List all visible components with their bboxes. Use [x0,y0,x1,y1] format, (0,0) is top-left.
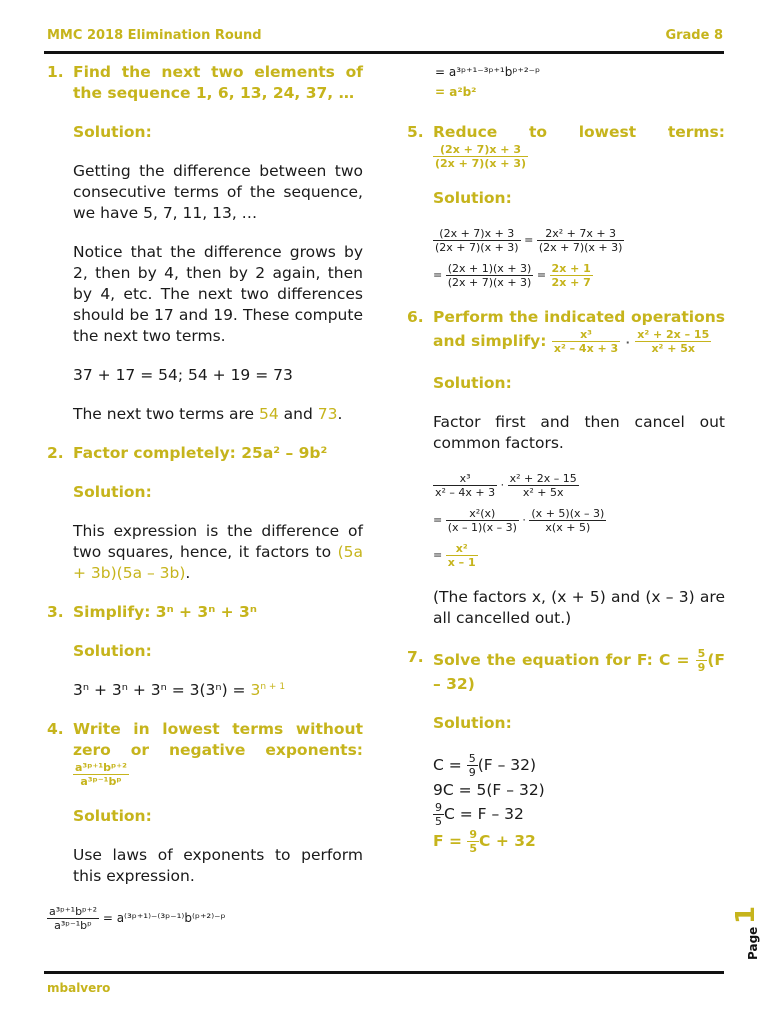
fraction-numerator: (x + 5)(x – 3) [531,507,605,520]
fraction-denominator: a³ᵖ⁻¹bᵖ [54,919,92,932]
step-fraction [508,472,579,499]
fraction-numerator: x²(x) [446,507,519,521]
question-number: 2. [47,444,64,462]
paragraph: Notice that the difference grows by 2, then by 4, then by 2 again, then by 4, etc. The next two differences should be 17 and 19. These compute the next two terms. [73,243,363,345]
fraction-numerator: x³ [433,472,497,486]
fraction-denominator: 5 [469,842,478,855]
fraction-denominator: (2x + 7)(x + 3) [435,241,519,254]
step-fraction [537,227,625,254]
step-fraction [433,472,497,499]
fraction-denominator: 2x + 7 [551,276,591,289]
solution-label: Solution: [433,374,512,392]
question-fraction [433,143,528,170]
product-line-2: = $\frac{\text{x²(x)}}{(x - 1)(x - 3)}$ · $\frac{(x + 5)(x - 3)}{x(x + 5)}$ [433,507,605,534]
product-answer: = $\frac{\text{x²}}{x - 1}$ [433,542,476,569]
question-number: 3. [47,603,64,621]
paragraph-text: . [185,564,191,582]
solution-label: Solution: [73,807,152,825]
fraction-numerator: (2x + 7)x + 3 [433,143,528,157]
question-label: Reduce to lowest terms: [433,123,725,141]
step-fraction [446,262,534,289]
fraction-denominator: 5 [435,815,442,828]
question-number: 5. [407,123,424,141]
question-fraction [73,761,129,788]
fraction-denominator: (2x + 7)(x + 3) [447,276,532,289]
question-text: Find the next two elements of the sequence 1, 6, 13, 24, 37, … [73,63,363,102]
fraction-denominator: x – 1 [447,556,476,569]
fraction-denominator: x² – 4x + 3 [553,342,619,355]
question-text [433,122,725,170]
page-label: Page [746,926,760,960]
answer-value: 73 [317,405,338,423]
reduction-line-2: = $\frac{(2x + 1)(x + 3)}{(2x + 7)(x + 3)}$ = $\frac{2x + 1}{2x + 7}$ [433,262,591,289]
question-text [433,647,725,695]
left-column [47,62,363,932]
calculation [73,680,363,701]
paragraph-text: This expression is the difference of two squares, hence, it factors to [73,522,363,561]
exponent-step [47,905,363,932]
question-number: 6. [407,308,424,326]
solution-label: Solution: [433,714,512,732]
question-3 [47,602,363,623]
footer-author: mbalvero [47,981,111,995]
fraction-denominator: x² + 5x [651,342,695,355]
header-rule [44,51,724,54]
reduction-line-1: $\frac{(2x + 7)x + 3}{(2x + 7)(x + 3)}$ = $\frac{\text{2x² + 7x + 3}}{(2x + 7)(x + 3)}$ [435,227,623,254]
fraction-numerator: 2x² + 7x + 3 [537,227,625,241]
paragraph: Use laws of exponents to perform this expression. [73,846,363,885]
question-text [73,719,363,788]
paragraph: Factor first and then cancel out common factors. [433,413,725,452]
step-fraction [433,227,521,254]
answer-value: = a²b² [435,85,477,99]
fraction-numerator: x³ [552,328,620,342]
question-label: Solve the equation for F: C = [433,651,690,669]
page-number-badge [731,900,761,970]
question-1 [47,62,363,104]
question-fraction [635,328,711,355]
answer-base: 3 [250,681,261,699]
step-result: = a⁽³ᵖ⁺¹⁾⁻⁽³ᵖ⁻¹⁾b⁽ᵖ⁺²⁾⁻ᵖ [102,911,226,925]
fraction-numerator: x² + 2x – 15 [637,328,710,341]
fraction-denominator: (x – 1)(x – 3) [447,521,517,534]
fraction-denominator: x² + 5x [522,486,564,499]
equation-text: C = [433,756,462,774]
solution-label: Solution: [73,642,152,660]
fraction-numerator: 5 [697,647,706,660]
page-number: 1 [731,905,761,925]
fraction-numerator: 5 [468,752,476,765]
answer-exponent: n + 1 [260,681,286,692]
equation-text: C = F – 32 [444,805,524,823]
fraction-numerator: 9 [469,828,478,841]
step-fraction [529,507,606,534]
fraction-denominator: (2x + 7)(x + 3) [435,157,527,170]
solution-label: Solution: [73,483,152,501]
equation-text: (F – 32) [477,756,537,774]
answer-line [73,404,363,425]
fraction-numerator: x² [446,542,478,556]
right-column [407,62,725,855]
fraction-numerator: a³ᵖ⁺¹bᵖ⁺² [49,905,97,918]
calculation: 37 + 17 = 54; 54 + 19 = 73 [73,366,293,384]
question-6 [407,307,725,355]
question-label: (F – 32) [433,651,726,693]
header-title: MMC 2018 Elimination Round [47,28,262,43]
question-fraction [696,647,708,674]
fraction-denominator: a³ᵖ⁻¹bᵖ [80,775,122,788]
question-text: Simplify: 3ⁿ + 3ⁿ + 3ⁿ [73,603,257,621]
question-4 [47,719,363,788]
fraction-numerator: x² + 2x – 15 [509,472,577,485]
fraction-denominator: x² – 4x + 3 [435,486,496,499]
equation-line-3 [433,801,725,828]
answer-text: and [278,405,318,423]
answer-value: (5a + 3b)(5a – 3b) [73,543,363,582]
question-number: 4. [47,720,64,738]
footer-rule [44,971,724,974]
paragraph: Getting the difference between two consecutive terms of the sequence, we have 5, 7, 11, 13, … [73,162,363,222]
answer-fraction [446,542,478,569]
answer-value: 54 [259,405,279,423]
question-5 [407,122,725,170]
paragraph: (The factors x, (x + 5) and (x – 3) are all cancelled out.) [433,588,725,627]
equation-answer [433,828,725,855]
exponent-step: = a³ᵖ⁺¹⁻³ᵖ⁺¹bᵖ⁺²⁻ᵖ [435,65,541,79]
header-grade: Grade 8 [665,28,723,43]
fraction-denominator: x(x + 5) [545,521,591,534]
step-fraction [446,507,519,534]
answer-text: . [337,405,343,423]
question-7 [407,647,725,695]
equation-text: C + 32 [479,832,536,850]
equation-line-1 [433,752,725,779]
paragraph [73,521,363,584]
product-line-1: $\frac{\text{x³}}{\text{x² – 4x + 3}}$ · $\frac{\text{x² + 2x – 15}}{\text{x² + 5x}}$ [435,472,577,499]
fraction-denominator: 9 [468,766,476,779]
question-text: Factor completely: 25a² – 9b² [73,444,328,462]
question-label: Perform the indicated operations and simplify: [433,308,725,350]
q4-continuation [435,62,725,102]
answer-fraction [467,828,479,855]
question-number: 7. [407,648,424,666]
step-fraction [433,801,444,828]
fraction-numerator: a³ᵖ⁺¹bᵖ⁺² [75,761,127,774]
answer-value [250,681,285,699]
solution-label: Solution: [433,189,512,207]
question-label: Write in lowest terms without zero or negative exponents: [73,720,363,759]
calculation-text: 3ⁿ + 3ⁿ + 3ⁿ = 3(3ⁿ) = [73,681,251,699]
fraction-numerator: 2x + 1 [551,262,591,275]
fraction-numerator: (2x + 1)(x + 3) [447,262,532,275]
answer-fraction [550,262,593,289]
fraction-numerator: (2x + 7)x + 3 [433,227,521,241]
question-number: 1. [47,63,64,81]
fraction-denominator: (2x + 7)(x + 3) [538,241,623,254]
step-fraction [467,752,478,779]
equation-line-2: 9C = 5(F – 32) [433,781,545,799]
answer-text: The next two terms are [73,405,259,423]
fraction-denominator: 9 [697,661,706,674]
step-fraction [47,905,99,932]
question-text: Perform the indicated operations and simplify: $\frac{\text{x³}}{\text{x² – 4x + 3}}$ · $\frac{\text{x² + 2x – 15}}{\text{x² + 5x}}$ [433,308,725,355]
fraction-numerator: 9 [435,801,442,814]
equation-text: F = [433,832,462,850]
solution-label: Solution: [73,123,152,141]
question-fraction [552,328,620,355]
question-2 [47,443,363,464]
